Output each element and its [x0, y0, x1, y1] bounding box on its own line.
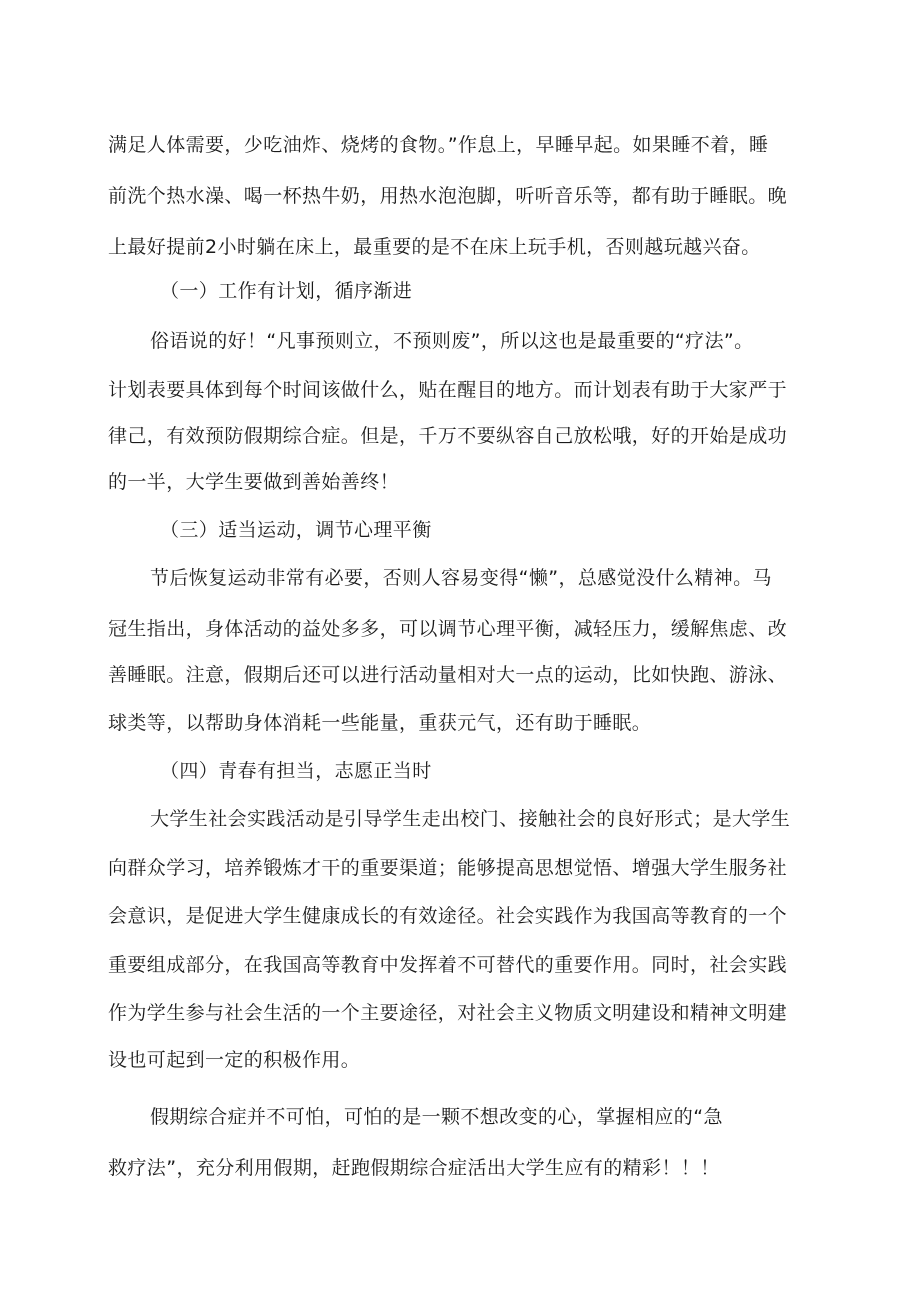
paragraph-line: 满足人体需要，少吃油炸、烧烤的食物。”作息上，早睡早起。如果睡不着，睡 — [108, 134, 769, 156]
paragraph-line: 球类等，以帮助身体消耗一些能量，重获元气，还有助于睡眠。 — [108, 712, 652, 734]
section-heading: （一）工作有计划，循序渐进 — [160, 280, 413, 302]
section-heading: （四）青春有担当，志愿正当时 — [160, 760, 432, 782]
paragraph-line: 冠生指出，身体活动的益处多多，可以调节心理平衡，减轻压力，缓解焦虑、改 — [108, 618, 788, 640]
paragraph-line: 大学生社会实践活动是引导学生走出校门、接触社会的良好形式；是大学生 — [150, 808, 791, 830]
paragraph-line: 前洗个热水澡、喝一杯热牛奶，用热水泡泡脚，听听音乐等，都有助于睡眠。晚 — [108, 185, 788, 207]
paragraph-line: 律己，有效预防假期综合症。但是，千万不要纵容自己放松哦，好的开始是成功 — [108, 425, 788, 447]
paragraph-line: 向群众学习，培养锻炼才干的重要渠道；能够提高思想觉悟、增强大学生服务社 — [108, 857, 788, 879]
paragraph-line: 设也可起到一定的积极作用。 — [108, 1049, 361, 1071]
paragraph-line: 会意识，是促进大学生健康成长的有效途径。社会实践作为我国高等教育的一个 — [108, 905, 788, 927]
paragraph-line: 假期综合症并不可怕，可怕的是一颗不想改变的心，掌握相应的“急 — [150, 1106, 723, 1128]
paragraph-line: 节后恢复运动非常有必要，否则人容易变得“懒”，总感觉没什么精神。马 — [150, 567, 772, 589]
paragraph-line: 救疗法”，充分利用假期，赶跑假期综合症活出大学生应有的精彩！！！ — [108, 1157, 720, 1179]
section-heading: （三）适当运动，调节心理平衡 — [160, 519, 432, 541]
paragraph-line: 俗语说的好！“凡事预则立，不预则废”，所以这也是最重要的“疗法”。 — [150, 330, 754, 352]
paragraph-line: 计划表要具体到每个时间该做什么，贴在醒目的地方。而计划表有助于大家严于 — [108, 379, 788, 401]
paragraph-line: 作为学生参与社会生活的一个主要途径，对社会主义物质文明建设和精神文明建 — [108, 1002, 788, 1024]
paragraph-line: 重要组成部分，在我国高等教育中发挥着不可替代的重要作用。同时，社会实践 — [108, 954, 788, 976]
paragraph-line: 的一半，大学生要做到善始善终！ — [108, 471, 400, 493]
paragraph-line: 善睡眠。注意，假期后还可以进行活动量相对大一点的运动，比如快跑、游泳、 — [108, 664, 788, 686]
paragraph-line: 上最好提前2小时躺在床上，最重要的是不在床上玩手机，否则越玩越兴奋。 — [108, 236, 761, 258]
